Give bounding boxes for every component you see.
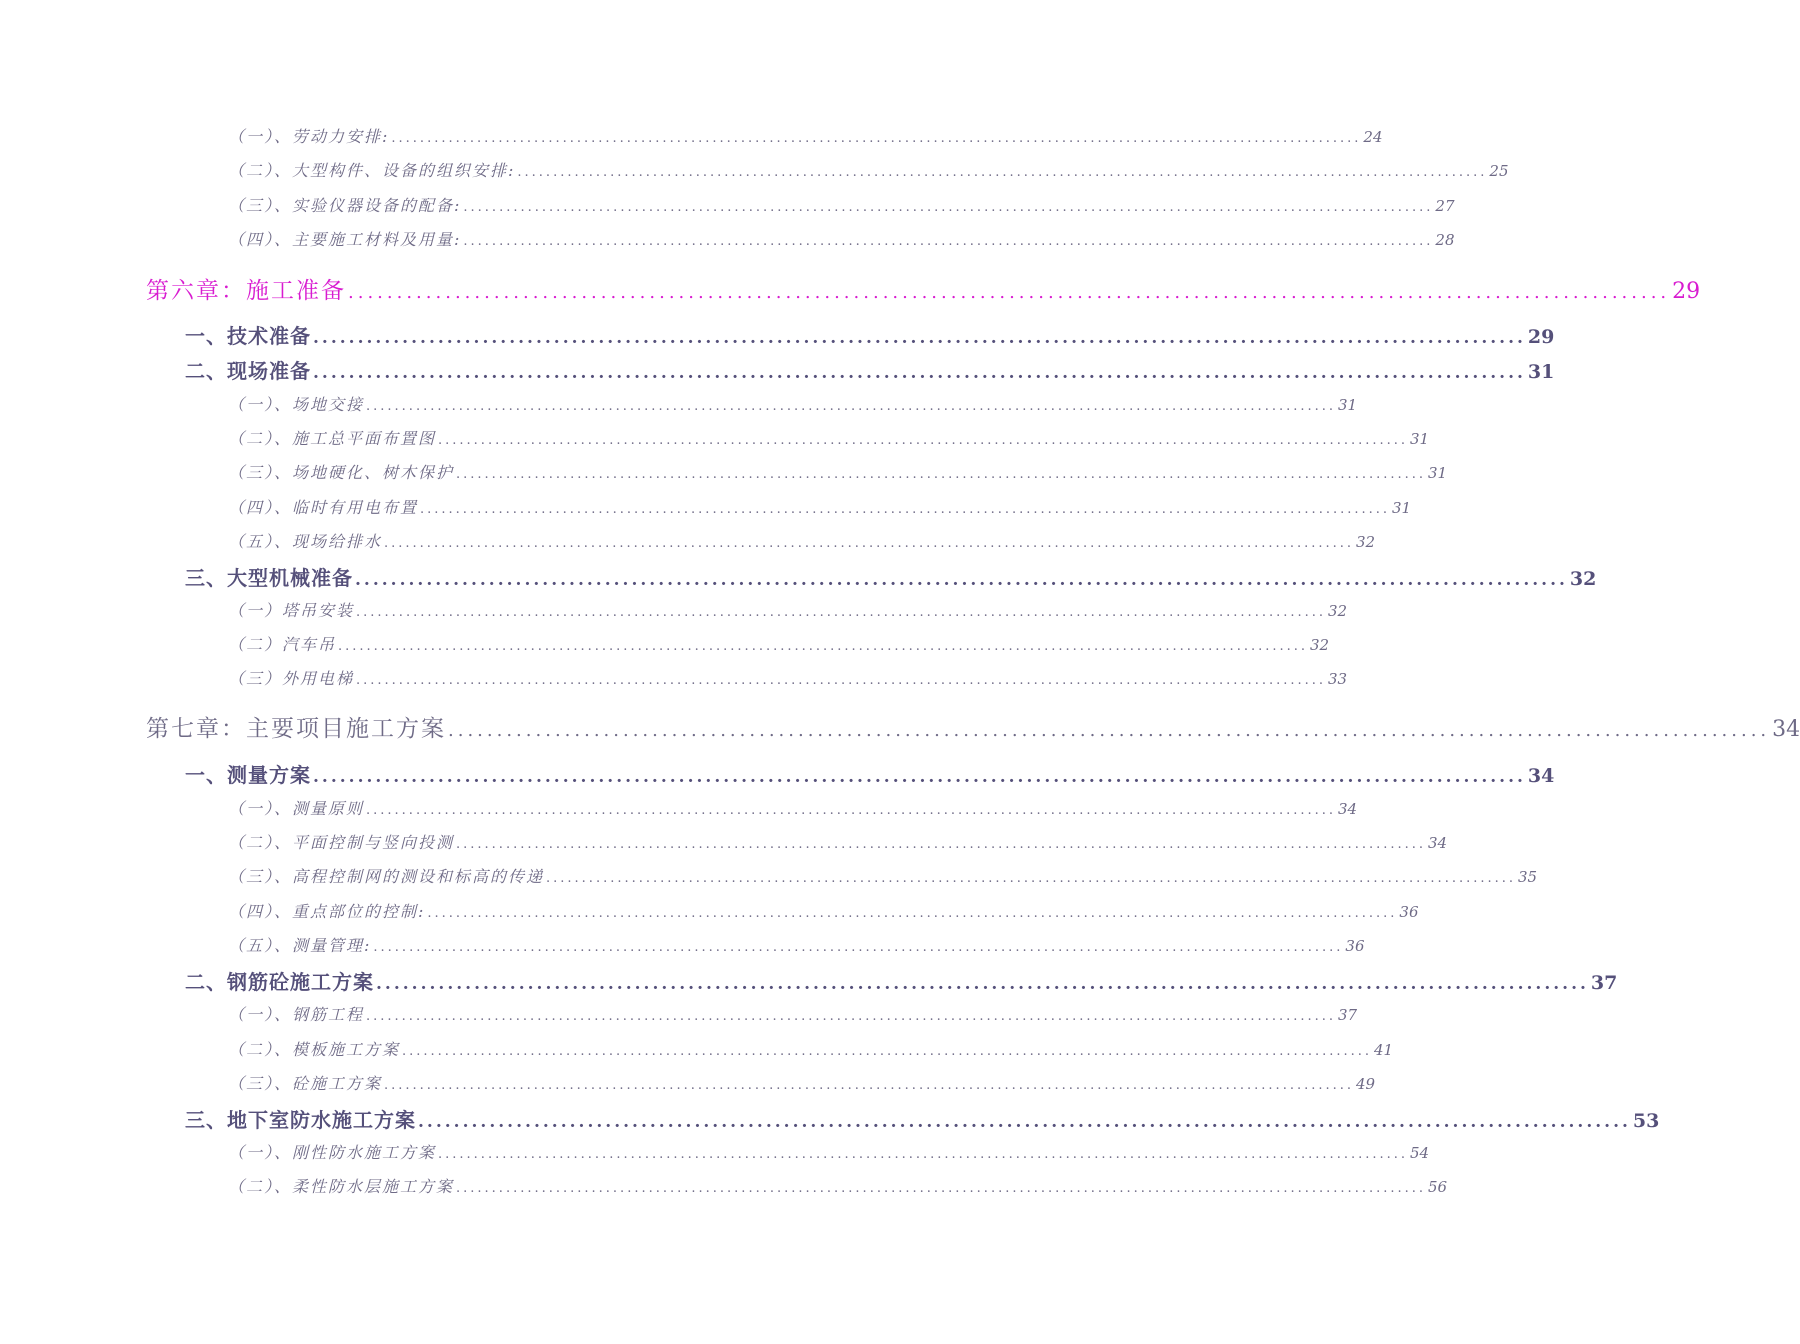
toc-leader-dots: ........................................................................................................................................ bbox=[376, 974, 1589, 994]
toc-leader-dots: ........................................................................................................................................ bbox=[366, 1009, 1337, 1024]
toc-leader-dots: ........................................................................................................................................ bbox=[456, 1181, 1427, 1196]
toc-page-number: 37 bbox=[1338, 1006, 1358, 1024]
toc-entry-label: （二）、平面控制与竖向投测 bbox=[228, 833, 455, 852]
toc-page-number: 35 bbox=[1518, 868, 1538, 886]
toc-page-number: 29 bbox=[1527, 326, 1555, 348]
toc-leader-dots: ........................................................................................................................................ bbox=[313, 767, 1526, 787]
toc-entry-water-drainage[interactable] bbox=[228, 529, 1376, 552]
toc-leader-dots: ........................................................................................................................................ bbox=[438, 1147, 1409, 1162]
toc-leader-dots: ........................................................................................................................................ bbox=[546, 871, 1517, 886]
toc-page-number: 31 bbox=[1410, 430, 1430, 448]
toc-entry-label: （三）、砼施工方案 bbox=[228, 1074, 383, 1093]
toc-entry-tower-crane[interactable] bbox=[228, 598, 1348, 621]
toc-entry-label: （四）、主要施工材料及用量: bbox=[228, 230, 462, 249]
toc-page-number: 56 bbox=[1428, 1178, 1448, 1196]
toc-entry-label: （一）、场地交接 bbox=[228, 395, 365, 414]
toc-leader-dots: ........................................................................................................................................ bbox=[373, 940, 1344, 955]
toc-entry-label: （四）、重点部位的控制: bbox=[228, 902, 426, 921]
toc-entry-survey-principles[interactable] bbox=[228, 796, 1358, 819]
toc-page-number: 32 bbox=[1356, 533, 1376, 551]
toc-leader-dots: ........................................................................................................................................ bbox=[313, 328, 1526, 348]
toc-page-number: 32 bbox=[1328, 602, 1348, 620]
toc-entry-materials[interactable] bbox=[228, 227, 1455, 250]
toc-entry-label: （二）、柔性防水层施工方案 bbox=[228, 1177, 455, 1196]
toc-leader-dots: ........................................................................................................................................ bbox=[313, 363, 1526, 383]
toc-leader-dots: ........................................................................................................................................ bbox=[427, 906, 1398, 921]
toc-entry-label: （二）、施工总平面布置图 bbox=[228, 429, 437, 448]
toc-leader-dots: ........................................................................................................................................ bbox=[402, 1044, 1373, 1059]
toc-entry-label: （一）塔吊安装 bbox=[228, 601, 355, 620]
toc-leader-dots: ........................................................................................................................................ bbox=[366, 803, 1337, 818]
toc-leader-dots: ........................................................................................................................................ bbox=[463, 200, 1434, 215]
toc-page-number: 24 bbox=[1363, 128, 1383, 146]
toc-section-machinery-prep[interactable] bbox=[185, 562, 1597, 591]
toc-entry-large-components[interactable] bbox=[228, 158, 1509, 181]
toc-entry-label: （三）、实验仪器设备的配备: bbox=[228, 196, 462, 215]
toc-section-rebar-concrete[interactable] bbox=[185, 966, 1618, 995]
toc-page-number: 27 bbox=[1435, 197, 1455, 215]
toc-page-number: 32 bbox=[1310, 636, 1330, 654]
toc-page-number: 32 bbox=[1569, 568, 1597, 590]
toc-leader-dots: ........................................................................................................................................ bbox=[356, 673, 1327, 688]
toc-section-label: 三、大型机械准备 bbox=[185, 566, 353, 590]
toc-section-label: 二、钢筋砼施工方案 bbox=[185, 970, 374, 994]
toc-leader-dots: ........................................................................................................................................ bbox=[418, 1112, 1631, 1132]
toc-page-number: 34 bbox=[1527, 765, 1555, 787]
toc-section-basement-waterproofing[interactable] bbox=[185, 1104, 1660, 1133]
toc-entry-label: （二）、模板施工方案 bbox=[228, 1040, 401, 1059]
toc-page-number: 31 bbox=[1392, 499, 1412, 517]
toc-entry-key-parts-control[interactable] bbox=[228, 899, 1419, 922]
toc-page-number: 54 bbox=[1410, 1144, 1430, 1162]
toc-section-site-prep[interactable] bbox=[185, 355, 1555, 384]
toc-section-label: 二、现场准备 bbox=[185, 359, 311, 383]
toc-page-number: 36 bbox=[1399, 903, 1419, 921]
toc-leader-dots: ........................................................................................................................................ bbox=[366, 399, 1337, 414]
toc-entry-lab-instruments[interactable] bbox=[228, 193, 1455, 216]
toc-entry-rebar-works[interactable] bbox=[228, 1002, 1358, 1025]
toc-leader-dots: ........................................................................................................................................ bbox=[456, 837, 1427, 852]
toc-entry-label: （四）、临时有用电布置 bbox=[228, 498, 419, 517]
toc-leader-dots: ........................................................................................................................................ bbox=[356, 605, 1327, 620]
toc-entry-label: （三）外用电梯 bbox=[228, 669, 355, 688]
toc-entry-label: （五）、测量管理: bbox=[228, 936, 372, 955]
toc-leader-dots: ........................................................................................................................................ bbox=[391, 131, 1362, 146]
toc-leader-dots: ........................................................................................................................................ bbox=[384, 536, 1355, 551]
toc-page-number: 34 bbox=[1338, 800, 1358, 818]
toc-page-number: 53 bbox=[1632, 1110, 1660, 1132]
toc-page-number: 29 bbox=[1672, 279, 1701, 304]
toc-entry-site-handover[interactable] bbox=[228, 392, 1358, 415]
toc-leader-dots: ........................................................................................................................................ bbox=[463, 234, 1434, 249]
toc-leader-dots: ........................................................................................................................................ bbox=[456, 467, 1427, 482]
toc-chapter-seven[interactable] bbox=[146, 710, 1800, 743]
toc-entry-label: （二）、大型构件、设备的组织安排: bbox=[228, 161, 516, 180]
toc-entry-site-layout[interactable] bbox=[228, 426, 1430, 449]
toc-entry-label: （一）、钢筋工程 bbox=[228, 1005, 365, 1024]
toc-page-number: 31 bbox=[1428, 464, 1448, 482]
toc-leader-dots: ........................................................................................................................................ bbox=[348, 282, 1671, 303]
toc-entry-label: （三）、场地硬化、树木保护 bbox=[228, 463, 455, 482]
toc-page-number: 41 bbox=[1374, 1041, 1394, 1059]
toc-leader-dots: ........................................................................................................................................ bbox=[448, 720, 1771, 741]
toc-chapter-six[interactable] bbox=[146, 272, 1701, 305]
toc-entry-label: （五）、现场给排水 bbox=[228, 532, 383, 551]
toc-entry-label: （三）、高程控制网的测设和标高的传递 bbox=[228, 867, 545, 886]
toc-entry-plane-control[interactable] bbox=[228, 830, 1448, 853]
toc-entry-label: （一）、劳动力安排: bbox=[228, 127, 390, 146]
toc-page-number: 34 bbox=[1772, 717, 1800, 742]
toc-section-label: 三、地下室防水施工方案 bbox=[185, 1108, 416, 1132]
toc-section-technical-prep[interactable] bbox=[185, 320, 1555, 349]
toc-chapter-label: 第六章：施工准备 bbox=[146, 278, 346, 304]
toc-leader-dots: ........................................................................................................................................ bbox=[517, 165, 1488, 180]
toc-chapter-label: 第七章：主要项目施工方案 bbox=[146, 716, 446, 742]
toc-entry-flexible-waterproofing[interactable] bbox=[228, 1174, 1448, 1197]
toc-entry-truck-crane[interactable] bbox=[228, 632, 1330, 655]
toc-page-number: 33 bbox=[1328, 670, 1348, 688]
toc-page-number: 31 bbox=[1527, 361, 1555, 383]
toc-entry-labor[interactable] bbox=[228, 124, 1383, 147]
toc-entry-label: （一）、测量原则 bbox=[228, 799, 365, 818]
toc-page-number: 37 bbox=[1590, 972, 1618, 994]
toc-entry-survey-management[interactable] bbox=[228, 933, 1365, 956]
toc-page-number: 34 bbox=[1428, 834, 1448, 852]
toc-entry-external-elevator[interactable] bbox=[228, 666, 1348, 689]
toc-page-number: 31 bbox=[1338, 396, 1358, 414]
toc-page-number: 25 bbox=[1489, 162, 1509, 180]
toc-entry-elevation-control[interactable] bbox=[228, 864, 1538, 887]
toc-page-number: 28 bbox=[1435, 231, 1455, 249]
toc-entry-label: （二）汽车吊 bbox=[228, 635, 337, 654]
toc-entry-temp-power[interactable] bbox=[228, 495, 1412, 518]
toc-section-label: 一、技术准备 bbox=[185, 324, 311, 348]
toc-leader-dots: ........................................................................................................................................ bbox=[420, 502, 1391, 517]
toc-section-survey[interactable] bbox=[185, 759, 1555, 788]
toc-entry-formwork[interactable] bbox=[228, 1037, 1394, 1060]
toc-entry-site-hardening[interactable] bbox=[228, 460, 1448, 483]
toc-leader-dots: ........................................................................................................................................ bbox=[438, 433, 1409, 448]
toc-leader-dots: ........................................................................................................................................ bbox=[384, 1078, 1355, 1093]
toc-entry-rigid-waterproofing[interactable] bbox=[228, 1140, 1430, 1163]
toc-entry-concrete[interactable] bbox=[228, 1071, 1376, 1094]
toc-leader-dots: ........................................................................................................................................ bbox=[338, 639, 1309, 654]
toc-section-label: 一、测量方案 bbox=[185, 763, 311, 787]
toc-page-number: 49 bbox=[1356, 1075, 1376, 1093]
toc-page-number: 36 bbox=[1345, 937, 1365, 955]
toc-entry-label: （一）、刚性防水施工方案 bbox=[228, 1143, 437, 1162]
toc-leader-dots: ........................................................................................................................................ bbox=[355, 570, 1568, 590]
